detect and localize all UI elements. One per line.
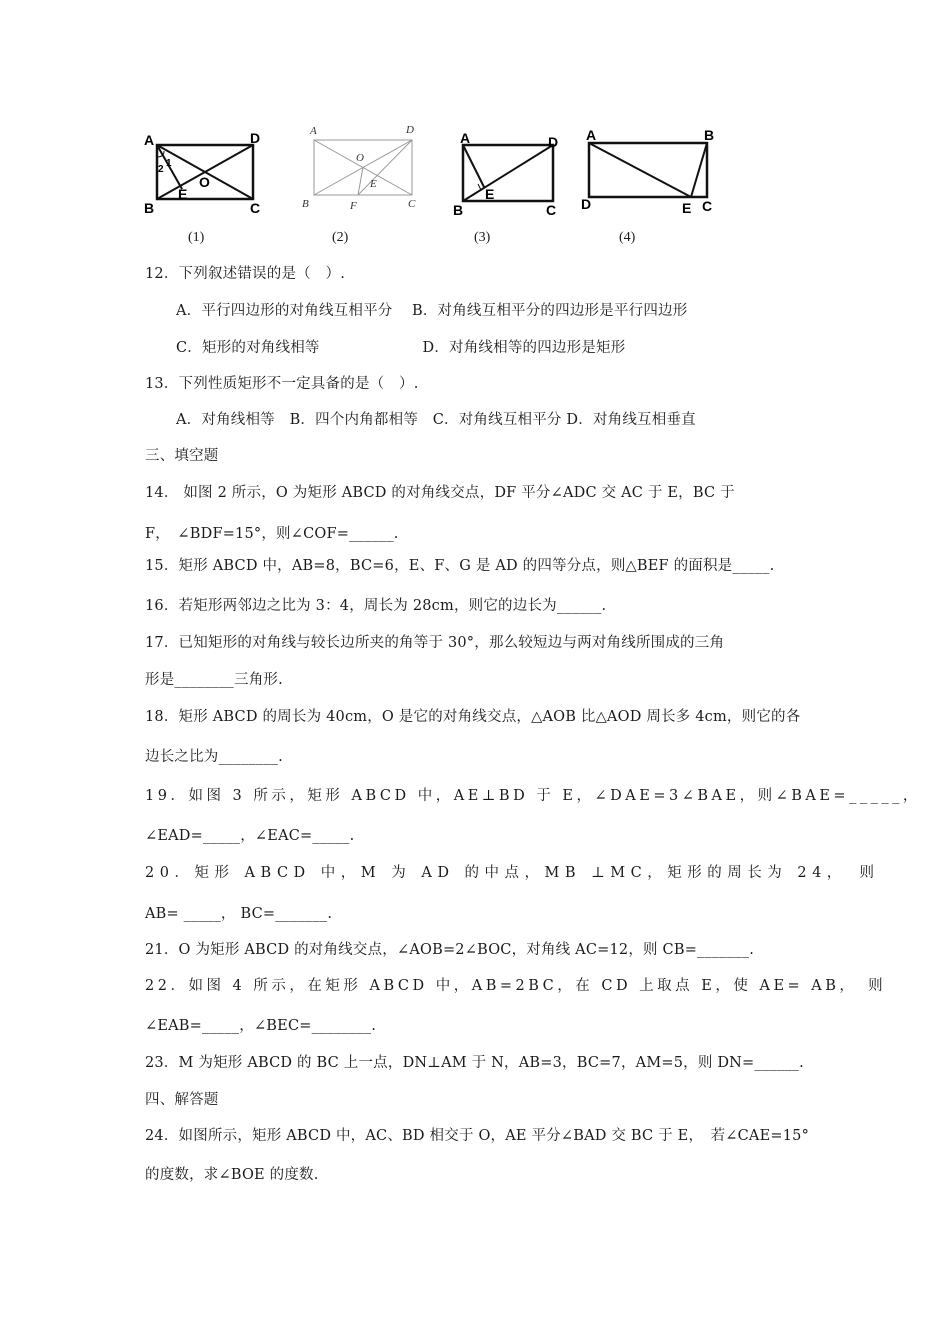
label-f: F — [350, 200, 357, 212]
figure-4-diagram — [578, 125, 728, 220]
question-21: 21．O 为矩形 ABCD 的对角线交点，∠AOB=2∠BOC，对角线 AC=12，则 CB=_______. — [145, 942, 755, 958]
question-23: 23．M 为矩形 ABCD 的 BC 上一点，DN⊥AM 于 N，AB=3，BC=7，AM=5，则 DN=______. — [145, 1055, 804, 1071]
label-e: E — [485, 186, 495, 202]
question-18-cont: 边长之比为________. — [145, 749, 283, 765]
section-fill-in: 三、填空题 — [145, 448, 219, 464]
question-17: 17．已知矩形的对角线与较长边所夹的角等于 30°，那么较短边与两对角线所围成的三角 — [145, 635, 725, 651]
label-o: O — [199, 174, 210, 190]
question-14: 14． 如图 2 所示，O 为矩形 ABCD 的对角线交点，DF 平分∠ADC 交 AC 于 E，BC 于 — [145, 485, 735, 501]
figure-4-caption: (4) — [619, 230, 636, 245]
question-12: 12．下列叙述错误的是（ ）. — [145, 266, 346, 282]
question-17-cont: 形是________三角形. — [145, 672, 283, 688]
label-a: A — [310, 125, 317, 137]
figure-3-diagram — [450, 125, 570, 220]
label-a: A — [460, 130, 471, 146]
question-14-cont: F， ∠BDF=15°，则∠COF=______. — [145, 526, 399, 542]
figure-3 — [450, 125, 570, 220]
label-angle-1: 1 — [166, 158, 172, 169]
question-24-cont: 的度数，求∠BOE 的度数. — [145, 1167, 319, 1183]
label-b: B — [453, 202, 464, 218]
q12-options-cd: C．矩形的对角线相等 D．对角线相等的四边形是矩形 — [176, 340, 626, 356]
label-o: O — [356, 152, 364, 164]
question-15: 15．矩形 ABCD 中，AB=8，BC=6，E、F、G 是 AD 的四等分点，则△BEF 的面积是_____. — [145, 558, 775, 574]
label-e: E — [370, 178, 377, 190]
label-e: E — [178, 186, 188, 202]
label-d: D — [581, 196, 592, 212]
label-b: B — [302, 198, 309, 210]
figure-1-diagram — [140, 125, 270, 220]
label-c: C — [546, 202, 557, 218]
question-13: 13．下列性质矩形不一定具备的是（ ）. — [145, 376, 419, 392]
figure-2-caption: (2) — [332, 230, 349, 245]
label-b: B — [144, 200, 155, 216]
label-d: D — [406, 124, 414, 136]
label-e: E — [682, 200, 692, 216]
question-19-cont: ∠EAD=_____，∠EAC=_____. — [145, 828, 355, 844]
figure-2 — [298, 125, 428, 220]
figure-2-diagram — [298, 125, 428, 220]
label-c: C — [408, 198, 416, 210]
question-22-cont: ∠EAB=_____，∠BEC=________. — [145, 1018, 377, 1034]
question-19: 19．如图 3 所示，矩形 ABCD 中，AE⊥BD 于 E，∠DAE=3∠BAE，则∠BAE=_____， — [145, 788, 921, 804]
section-solve: 四、解答题 — [145, 1092, 219, 1108]
question-20: 20．矩形 ABCD 中，M 为 AD 的中点，MB ⊥MC，矩形的周长为 24， 则 — [145, 865, 880, 881]
label-d: D — [548, 134, 559, 150]
q12-options-ab: A．平行四边形的对角线互相平分 B．对角线互相平分的四边形是平行四边形 — [176, 303, 688, 319]
label-b: B — [704, 127, 715, 143]
figure-1-caption: (1) — [188, 230, 205, 245]
figure-3-caption: (3) — [474, 230, 491, 245]
question-16: 16．若矩形两邻边之比为 3：4，周长为 28cm，则它的边长为______. — [145, 598, 607, 614]
question-22: 22．如图 4 所示，在矩形 ABCD 中，AB=2BC，在 CD 上取点 E，使 AE= AB， 则 — [145, 978, 887, 994]
label-angle-2: 2 — [158, 164, 164, 175]
question-18: 18．矩形 ABCD 的周长为 40cm，O 是它的对角线交点，△AOB 比△AOD 周长多 4cm，则它的各 — [145, 709, 801, 725]
question-20-cont: AB= _____， BC=_______. — [145, 906, 333, 922]
figure-4 — [578, 125, 728, 220]
label-c: C — [250, 200, 261, 216]
label-a: A — [144, 132, 155, 148]
label-d: D — [250, 130, 261, 146]
label-c: C — [702, 198, 713, 214]
figure-1 — [140, 125, 270, 220]
q13-options: A．对角线相等 B．四个内角都相等 C．对角线互相平分 D．对角线互相垂直 — [176, 412, 696, 428]
label-a: A — [586, 127, 597, 143]
question-24: 24．如图所示，矩形 ABCD 中，AC、BD 相交于 O，AE 平分∠BAD 交 BC 于 E， 若∠CAE=15° — [145, 1128, 810, 1144]
